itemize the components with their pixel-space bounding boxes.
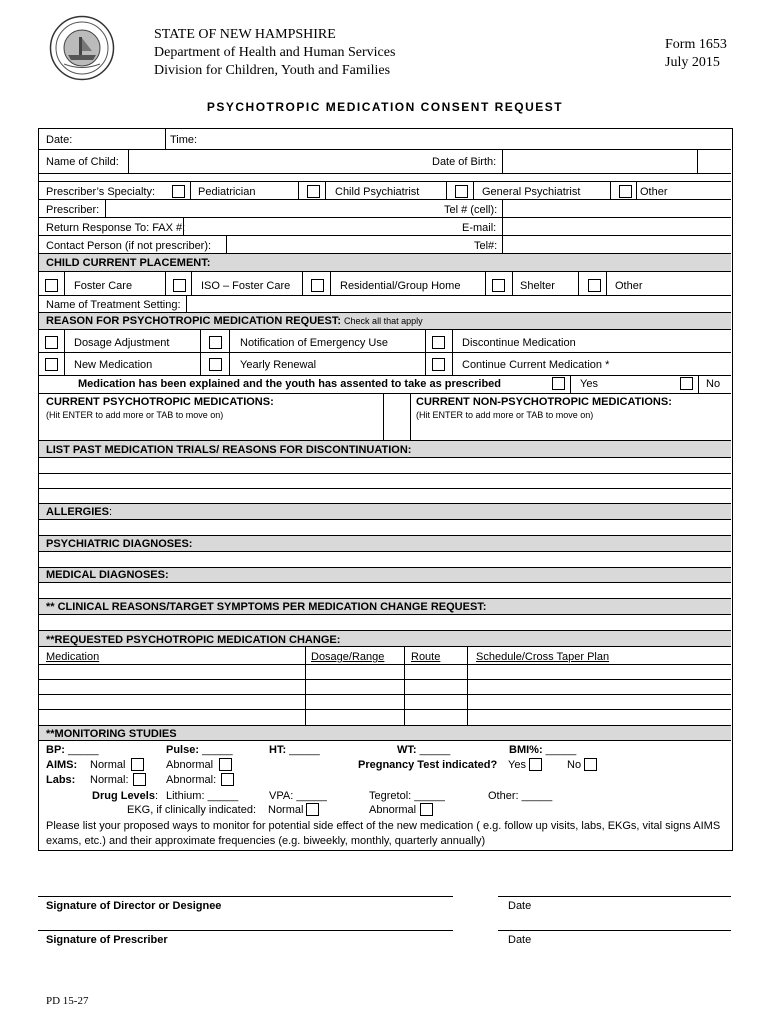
wt-field [397, 744, 450, 757]
change-row-3[interactable] [40, 696, 728, 708]
iso-foster-care-label: ISO – Foster Care [201, 280, 291, 292]
contact-person-label: Contact Person (if not prescriber): [46, 240, 212, 252]
pulse-blank[interactable]: _____ [202, 744, 233, 756]
emergency-use-label: Notification of Emergency Use [240, 337, 388, 349]
shelter-checkbox[interactable] [492, 279, 505, 292]
page-title: PSYCHOTROPIC MEDICATION CONSENT REQUEST [206, 100, 564, 114]
allergies-field[interactable] [40, 521, 728, 533]
col-medication-header: Medication [46, 651, 100, 663]
tel-cell-label: Tel # (cell): [444, 204, 498, 216]
bp-field [46, 744, 99, 757]
prescriber-date-line[interactable] [498, 930, 731, 931]
clinical-reasons-heading: ** CLINICAL REASONS/TARGET SYMPTOMS PER MEDICATION CHANGE REQUEST: [46, 601, 487, 613]
director-signature-label: Signature of Director or Designee [46, 900, 222, 912]
drug-levels-label-text: Drug Levels [92, 790, 155, 802]
vpa-label: VPA: [269, 790, 294, 802]
drug-levels-label-colon: : [154, 790, 159, 802]
col-schedule-header: Schedule/Cross Taper Plan [476, 651, 610, 663]
allergies-heading-colon: : [108, 506, 113, 518]
assent-yes-checkbox[interactable] [552, 377, 565, 390]
other-specialty-checkbox[interactable] [619, 185, 632, 198]
drug-levels-label [92, 790, 158, 803]
return-fax-field[interactable] [185, 219, 445, 233]
aims-abnormal-checkbox[interactable] [219, 758, 232, 771]
prescriber-field[interactable] [107, 201, 437, 215]
reason-heading-text: REASON FOR PSYCHOTROPIC MEDICATION REQUEST: [46, 315, 341, 327]
prescriber-date-label: Date [508, 934, 532, 946]
ekg-normal-label: Normal [268, 804, 304, 816]
allergies-heading-text: ALLERGIES [46, 506, 109, 518]
treatment-setting-label: Name of Treatment Setting: [46, 299, 181, 311]
return-fax-label: Return Response To: FAX #: [46, 222, 186, 234]
psychiatric-diagnoses-field[interactable] [40, 553, 728, 565]
email-label: E-mail: [462, 222, 497, 234]
lithium-blank[interactable]: _____ [207, 790, 239, 802]
past-trials-row-3[interactable] [40, 490, 728, 502]
other-placement-label: Other [615, 280, 643, 292]
child-name-field[interactable] [130, 151, 426, 171]
ekg-abnormal-label: Abnormal [369, 804, 417, 816]
tel-field[interactable] [504, 237, 724, 251]
wt-label: WT: [397, 744, 417, 756]
col-dosage-header: Dosage/Range [311, 651, 385, 663]
child-psychiatrist-label: Child Psychiatrist [335, 186, 420, 198]
requested-change-heading: **REQUESTED PSYCHOTROPIC MEDICATION CHANGE: [46, 634, 341, 646]
reason-heading [46, 315, 423, 328]
clinical-reasons-field[interactable] [40, 616, 728, 628]
pediatrician-label: Pediatrician [198, 186, 256, 198]
pregnancy-no-checkbox[interactable] [584, 758, 597, 771]
assent-statement: Medication has been explained and the youth has assented to take as prescribed [78, 378, 502, 390]
email-field[interactable] [504, 219, 724, 233]
pregnancy-label: Pregnancy Test indicated? [358, 759, 498, 771]
foster-care-label: Foster Care [74, 280, 133, 292]
other-level-field [488, 790, 552, 803]
aims-normal-checkbox[interactable] [131, 758, 144, 771]
current-nonpsychotropic-heading: CURRENT NON-PSYCHOTROPIC MEDICATIONS: [416, 396, 672, 408]
ht-blank[interactable]: _____ [289, 744, 320, 756]
past-trials-heading: LIST PAST MEDICATION TRIALS/ REASONS FOR DISCONTINUATION: [46, 444, 412, 456]
other-level-label: Other: [488, 790, 519, 802]
iso-foster-care-checkbox[interactable] [173, 279, 186, 292]
past-trials-row-1[interactable] [40, 459, 728, 471]
ekg-abnormal-checkbox[interactable] [420, 803, 433, 816]
bmi-label: BMI%: [509, 744, 543, 756]
prescriber-signature-label: Signature of Prescriber [46, 934, 168, 946]
bmi-blank[interactable]: _____ [545, 744, 577, 756]
date-field[interactable] [90, 130, 163, 147]
labs-label: Labs: [46, 774, 76, 786]
vpa-blank[interactable]: _____ [296, 790, 327, 802]
other-level-blank[interactable]: _____ [521, 790, 553, 802]
time-field[interactable] [205, 130, 725, 147]
date-label: Date: [46, 134, 73, 146]
monitoring-instructions-line-1: Please list your proposed ways to monitor for potential side effect of the new medication ( e.g. follow up visits, labs, EKGs, vital signs AIMS [46, 820, 721, 832]
prescriber-signature-line[interactable] [38, 930, 453, 931]
aims-label: AIMS: [46, 759, 78, 771]
state-seal-logo [49, 15, 115, 81]
director-date-line[interactable] [498, 896, 731, 897]
labs-abnormal-checkbox[interactable] [221, 773, 234, 786]
tel-cell-field[interactable] [504, 201, 724, 215]
labs-normal-checkbox[interactable] [133, 773, 146, 786]
wt-blank[interactable]: _____ [419, 744, 451, 756]
pediatrician-checkbox[interactable] [172, 185, 185, 198]
assent-no-checkbox[interactable] [680, 377, 693, 390]
assent-no-label: No [706, 378, 721, 390]
current-psychotropic-heading: CURRENT PSYCHOTROPIC MEDICATIONS: [46, 396, 274, 408]
current-psychotropic-field[interactable] [40, 422, 381, 438]
shelter-label: Shelter [520, 280, 555, 292]
general-psychiatrist-checkbox[interactable] [455, 185, 468, 198]
director-signature-line[interactable] [38, 896, 453, 897]
other-placement-checkbox[interactable] [588, 279, 601, 292]
change-row-4[interactable] [40, 711, 728, 723]
ht-field [269, 744, 320, 757]
treatment-setting-field[interactable] [188, 297, 724, 310]
other-specialty-label: Other [640, 186, 668, 198]
child-name-label: Name of Child: [46, 156, 119, 168]
director-date-label: Date [508, 900, 532, 912]
dosage-adjustment-label: Dosage Adjustment [74, 337, 170, 349]
medical-diagnoses-field[interactable] [40, 584, 728, 597]
current-psychotropic-hint: (Hit ENTER to add more or TAB to move on) [46, 410, 224, 420]
reason-heading-note: Check all that apply [344, 316, 423, 326]
yearly-renewal-label: Yearly Renewal [240, 359, 317, 371]
foster-care-checkbox[interactable] [45, 279, 58, 292]
prescriber-label: Prescriber: [46, 204, 100, 216]
bmi-field [509, 744, 576, 757]
monitoring-heading: **MONITORING STUDIES [46, 728, 177, 740]
tegretol-field [369, 790, 445, 803]
state-name: STATE OF NEW HAMPSHIRE [154, 27, 336, 42]
time-label: Time: [170, 134, 198, 146]
past-trials-row-2[interactable] [40, 475, 728, 487]
specialty-label: Prescriber’s Specialty: [46, 186, 156, 198]
change-row-2[interactable] [40, 681, 728, 693]
col-route-header: Route [411, 651, 441, 663]
change-row-1[interactable] [40, 666, 728, 678]
current-nonpsychotropic-hint: (Hit ENTER to add more or TAB to move on) [416, 410, 594, 420]
pregnancy-yes-checkbox[interactable] [529, 758, 542, 771]
bp-blank[interactable]: _____ [68, 744, 99, 756]
ekg-normal-checkbox[interactable] [306, 803, 319, 816]
footer-code: PD 15-27 [46, 995, 89, 1007]
residential-checkbox[interactable] [311, 279, 324, 292]
assent-yes-label: Yes [580, 378, 598, 390]
tegretol-label: Tegretol: [369, 790, 412, 802]
residential-label: Residential/Group Home [340, 280, 461, 292]
form-number: Form 1653 [665, 37, 727, 52]
tel-label: Tel#: [474, 240, 498, 252]
lithium-field [166, 790, 238, 803]
vpa-field [269, 790, 327, 803]
ekg-label: EKG, if clinically indicated: [127, 804, 256, 816]
yearly-renewal-checkbox[interactable] [209, 358, 222, 371]
pulse-label: Pulse: [166, 744, 200, 756]
placement-heading: CHILD CURRENT PLACEMENT: [46, 257, 211, 269]
pregnancy-no-label: No [567, 759, 582, 771]
medical-diagnoses-heading: MEDICAL DIAGNOSES: [46, 569, 169, 581]
ht-label: HT: [269, 744, 287, 756]
dosage-adjustment-checkbox[interactable] [45, 336, 58, 349]
aims-abnormal-label: Abnormal [166, 759, 214, 771]
pulse-field [166, 744, 233, 757]
allergies-heading [46, 506, 112, 519]
current-nonpsychotropic-field[interactable] [412, 422, 728, 438]
pregnancy-yes-label: Yes [508, 759, 526, 771]
dob-label: Date of Birth: [432, 156, 497, 168]
monitoring-instructions-line-2: exams, etc.) and their approximate frequencies (e.g. biweekly, monthly, quarterly annually) [46, 835, 486, 847]
labs-abnormal-label: Abnormal: [166, 774, 217, 786]
emergency-use-checkbox[interactable] [209, 336, 222, 349]
labs-normal-label: Normal: [90, 774, 129, 786]
child-psychiatrist-checkbox[interactable] [307, 185, 320, 198]
form-date: July 2015 [665, 55, 720, 70]
aims-normal-label: Normal [90, 759, 126, 771]
department-name: Department of Health and Human Services [154, 45, 396, 60]
general-psychiatrist-label: General Psychiatrist [482, 186, 581, 198]
division-name: Division for Children, Youth and Families [154, 63, 391, 78]
contact-person-field[interactable] [228, 237, 448, 251]
dob-field[interactable] [504, 151, 694, 171]
continue-medication-label: Continue Current Medication * [462, 359, 610, 371]
discontinue-medication-checkbox[interactable] [432, 336, 445, 349]
new-medication-checkbox[interactable] [45, 358, 58, 371]
discontinue-medication-label: Discontinue Medication [462, 337, 576, 349]
new-medication-label: New Medication [74, 359, 153, 371]
tegretol-blank[interactable]: _____ [414, 790, 445, 802]
lithium-label: Lithium: [166, 790, 205, 802]
bp-label: BP: [46, 744, 65, 756]
psychiatric-diagnoses-heading: PSYCHIATRIC DIAGNOSES: [46, 538, 193, 550]
continue-medication-checkbox[interactable] [432, 358, 445, 371]
